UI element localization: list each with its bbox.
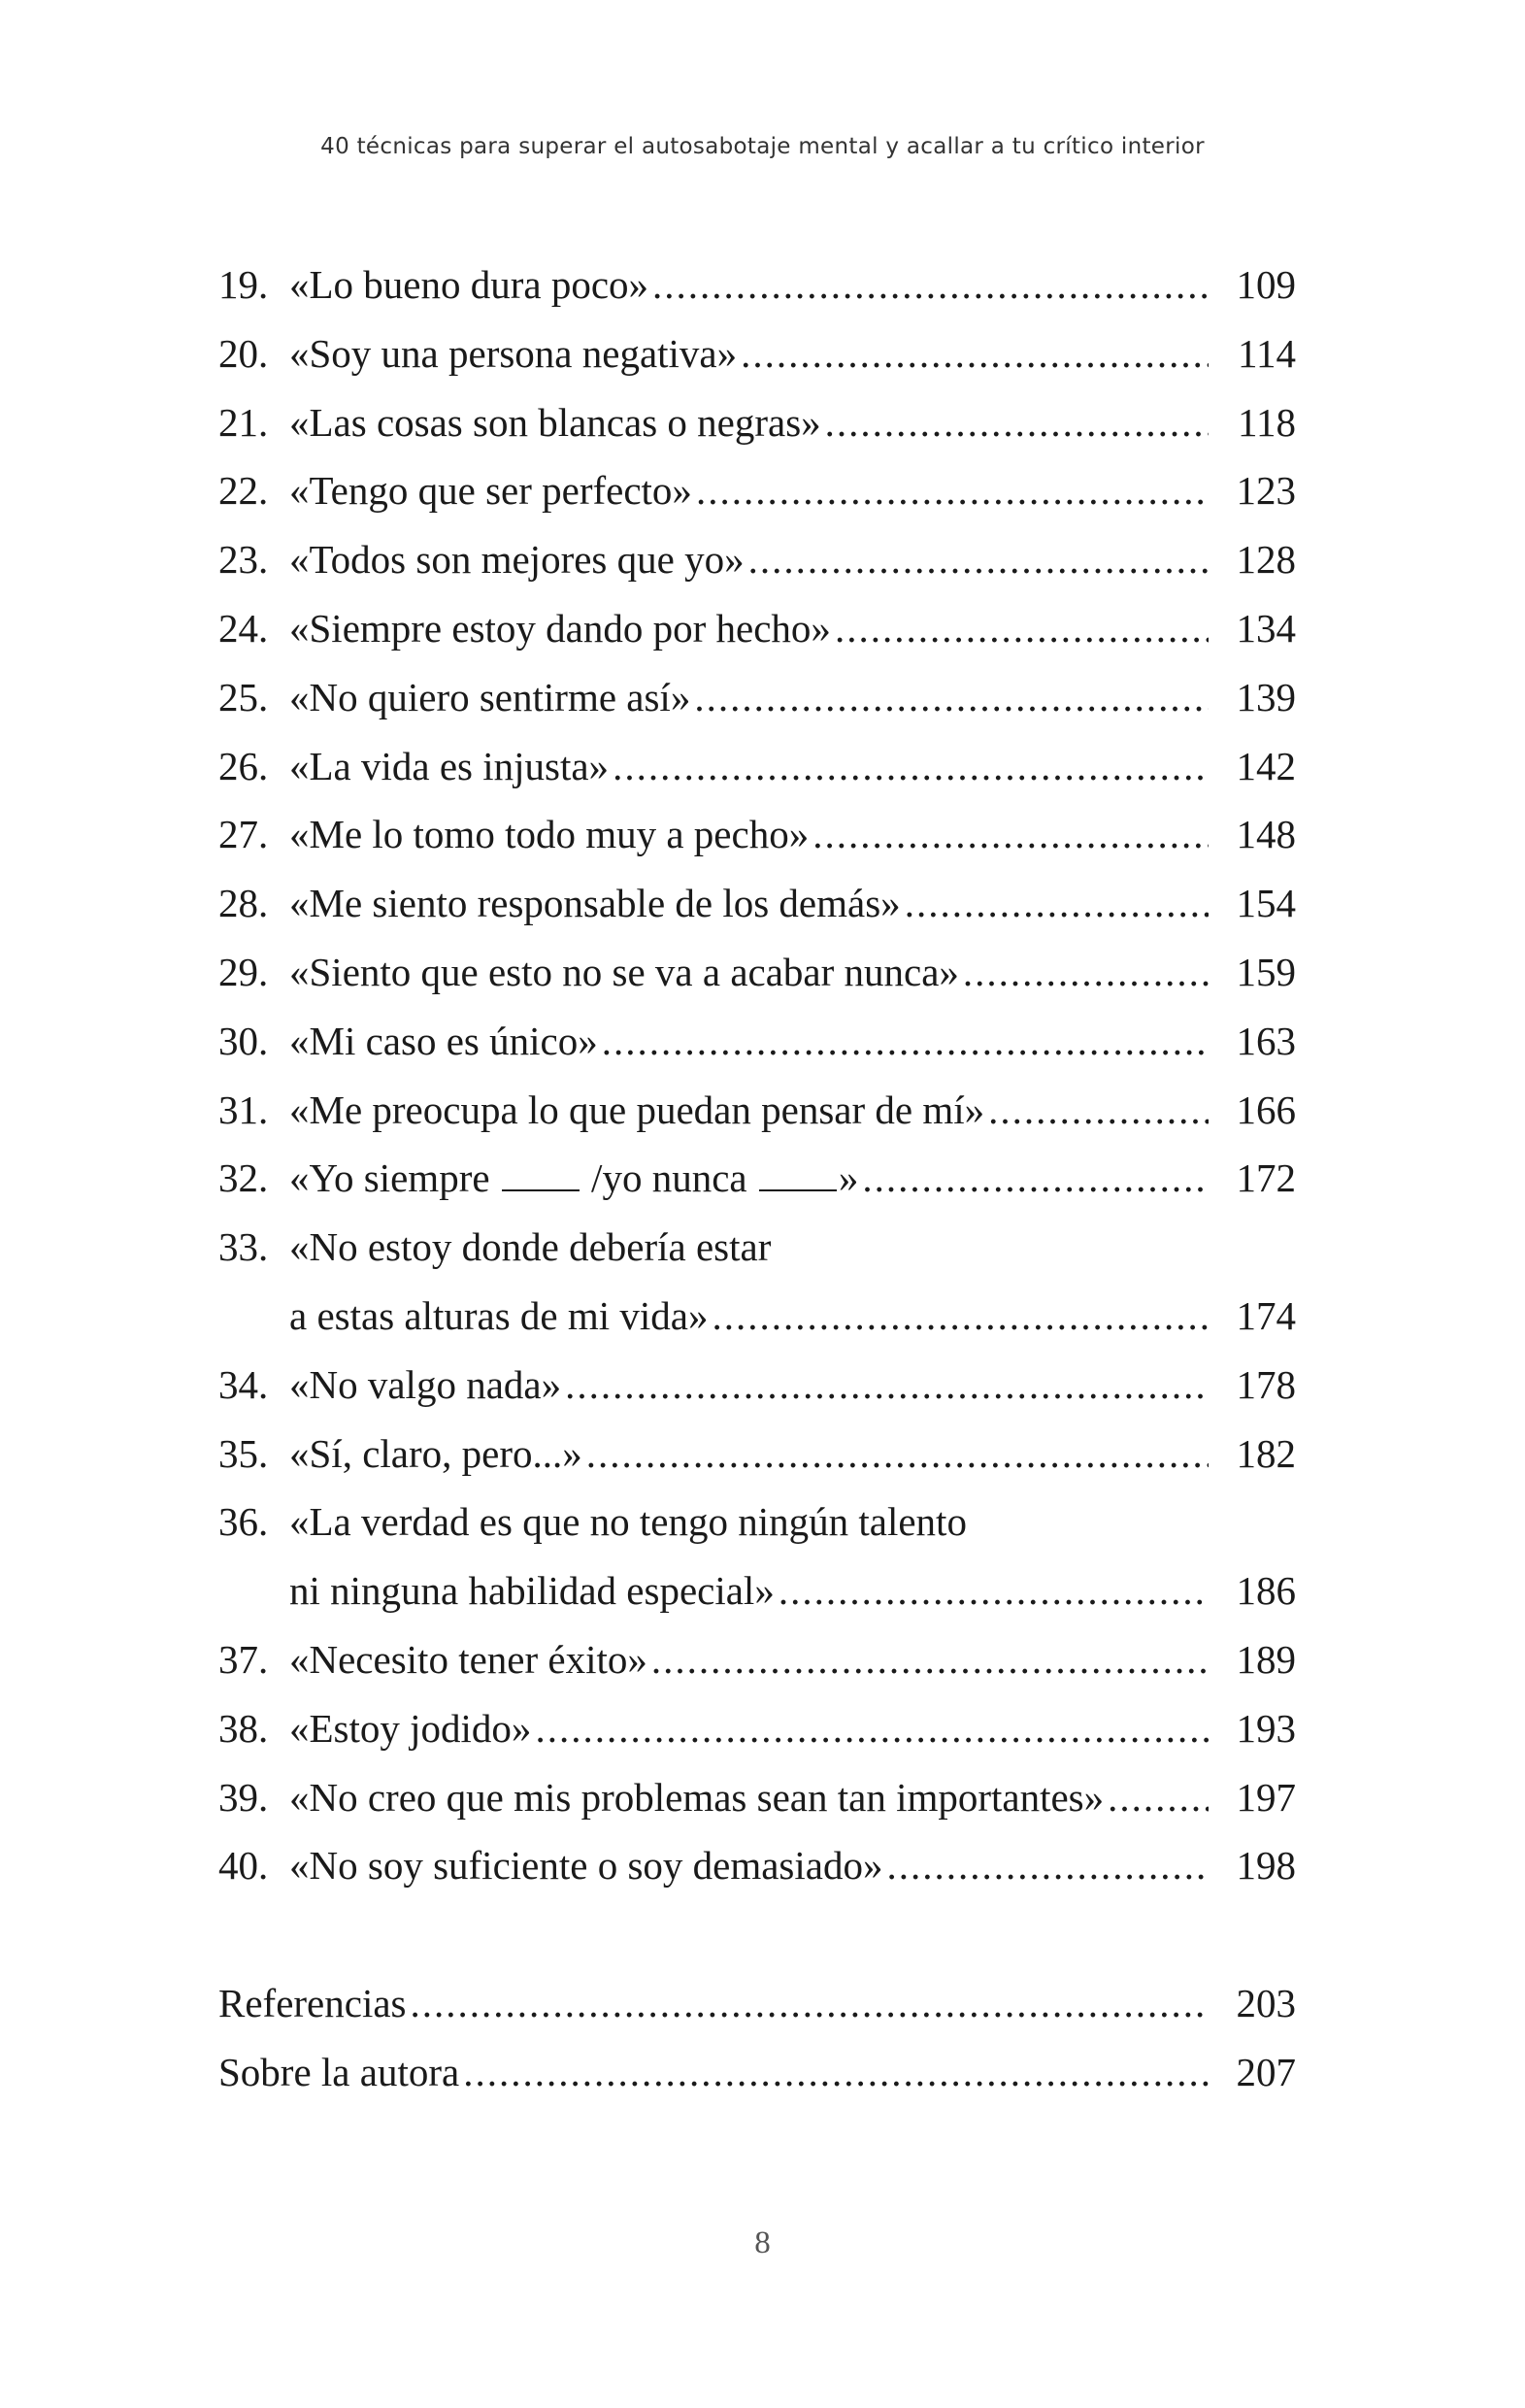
dot-leader	[565, 1351, 1209, 1420]
toc-entry-title: «Todos son mejores que yo»	[289, 537, 745, 583]
toc-title-part: /yo nunca	[591, 1155, 747, 1201]
toc-entry-title: «La verdad es que no tengo ningún talento	[289, 1499, 967, 1545]
dot-leader	[825, 388, 1209, 457]
dot-leader	[886, 1831, 1209, 1900]
toc-entry-number: 39.	[218, 1774, 269, 1820]
toc-entry-page: 193	[1236, 1705, 1296, 1751]
dot-leader	[652, 251, 1209, 319]
toc-entry-title: «La vida es injusta»	[289, 743, 610, 788]
dot-leader	[535, 1694, 1209, 1763]
toc-entry-page: 163	[1236, 1018, 1296, 1063]
toc-entry-page: 159	[1236, 949, 1296, 994]
toc-entry-page: 197	[1236, 1774, 1296, 1820]
toc-entry-number: 20.	[218, 330, 269, 376]
toc-entry-number: 28.	[218, 881, 269, 926]
toc-entry-title	[289, 1144, 858, 1213]
toc-entry-35	[218, 1420, 1296, 1488]
toc-entry-25	[218, 663, 1296, 732]
toc-entry-title: «Sí, claro, pero...»	[289, 1430, 582, 1476]
toc-entry-title: «Me siento responsable de los demás»	[289, 881, 901, 926]
toc-entry-number: 38.	[218, 1705, 269, 1751]
section-gap	[218, 1900, 1296, 1969]
toc-entry-number: 32.	[218, 1155, 269, 1201]
dot-leader	[696, 456, 1209, 525]
toc-entry-page: 109	[1236, 262, 1296, 307]
toc-entry-number: 24.	[218, 605, 269, 651]
page-number: 8	[754, 2225, 771, 2260]
toc-entry-title: «Mi caso es único»	[289, 1018, 598, 1063]
toc-entry-title: «No creo que mis problemas sean tan importantes»	[289, 1774, 1105, 1820]
dot-leader	[602, 1007, 1209, 1076]
toc-entry-21	[218, 388, 1296, 457]
toc-entry-title: «No valgo nada»	[289, 1361, 562, 1407]
toc-entry-title: Sobre la autora	[218, 2049, 460, 2094]
dot-leader	[862, 1144, 1209, 1213]
toc-entry-page: 128	[1236, 537, 1296, 583]
toc-entry-29	[218, 938, 1296, 1007]
toc-entry-page: 134	[1236, 605, 1296, 651]
dot-leader	[779, 1556, 1209, 1625]
toc-entry-page: 148	[1236, 812, 1296, 857]
toc-entry-title: «Siento que esto no se va a acabar nunca»	[289, 949, 959, 994]
toc-entry-title: «No soy suficiente o soy demasiado»	[289, 1843, 883, 1889]
toc-entry-page: 166	[1236, 1087, 1296, 1132]
dot-leader	[463, 2038, 1209, 2107]
toc-entry-39	[218, 1763, 1296, 1832]
toc-entry-number: 25.	[218, 674, 269, 719]
toc-entry-34	[218, 1351, 1296, 1420]
toc-entry-title: «Las cosas son blancas o negras»	[289, 399, 821, 445]
dot-leader	[988, 1076, 1209, 1145]
toc-entry-referencias	[218, 1969, 1296, 2038]
toc-entry-36-line1	[218, 1488, 1296, 1556]
toc-entry-page: 203	[1236, 1980, 1296, 2025]
toc-entry-number: 33.	[218, 1224, 269, 1270]
toc-entry-title: «Siempre estoy dando por hecho»	[289, 605, 831, 651]
toc-entry-number: 37.	[218, 1636, 269, 1682]
dot-leader	[741, 319, 1209, 388]
dot-leader	[963, 938, 1209, 1007]
toc-entry-title: «No estoy donde debería estar	[289, 1224, 772, 1270]
fill-in-blank	[502, 1188, 580, 1191]
dot-leader	[694, 663, 1209, 732]
toc-entry-page: 114	[1238, 330, 1296, 376]
toc-entry-22	[218, 456, 1296, 525]
dot-leader	[713, 1282, 1209, 1351]
toc-entry-title: «Me lo tomo todo muy a pecho»	[289, 812, 810, 857]
toc-entry-30	[218, 1007, 1296, 1076]
toc-entry-33-line2	[218, 1282, 1296, 1351]
dot-leader	[613, 732, 1209, 801]
running-header: 40 técnicas para superar el autosabotaje mental y acallar a tu crítico interior	[320, 134, 1205, 159]
toc-entry-page: 118	[1238, 399, 1296, 445]
toc-entry-number: 35.	[218, 1430, 269, 1476]
toc-entry-number: 22.	[218, 468, 269, 514]
toc-entry-number: 29.	[218, 949, 269, 994]
fill-in-blank	[759, 1188, 837, 1191]
toc-entry-title: «Soy una persona negativa»	[289, 330, 738, 376]
toc-entry-sobre-la-autora	[218, 2038, 1296, 2107]
toc-entry-number: 31.	[218, 1087, 269, 1132]
dot-leader	[411, 1969, 1210, 2038]
dot-leader	[651, 1625, 1209, 1694]
toc-entry-33-line1	[218, 1213, 1296, 1282]
toc-entry-number: 34.	[218, 1361, 269, 1407]
toc-entry-title: «Tengo que ser perfecto»	[289, 468, 692, 514]
toc-title-part: «Yo siempre	[289, 1155, 490, 1201]
toc-entry-title: «No quiero sentirme así»	[289, 674, 691, 719]
toc-entry-26	[218, 732, 1296, 801]
toc-entry-number: 19.	[218, 262, 269, 307]
toc-entry-title: «Estoy jodido»	[289, 1705, 532, 1751]
dot-leader	[748, 525, 1209, 594]
toc-entry-number: 30.	[218, 1018, 269, 1063]
toc-entry-number: 21.	[218, 399, 269, 445]
toc-entry-title: «Necesito tener éxito»	[289, 1636, 647, 1682]
toc-entry-number: 26.	[218, 743, 269, 788]
toc-entry-title-continuation: ni ninguna habilidad especial»	[289, 1568, 775, 1614]
toc-entry-page: 207	[1236, 2049, 1296, 2094]
toc-entry-20	[218, 319, 1296, 388]
toc-entry-page: 186	[1236, 1568, 1296, 1614]
toc-entry-37	[218, 1625, 1296, 1694]
toc-entry-38	[218, 1694, 1296, 1763]
toc-entry-19	[218, 251, 1296, 319]
toc-entry-title: Referencias	[218, 1980, 407, 2025]
toc-entry-number: 36.	[218, 1499, 269, 1545]
dot-leader	[586, 1420, 1209, 1488]
toc-entry-36-line2	[218, 1556, 1296, 1625]
toc-title-part: »	[838, 1155, 859, 1201]
toc-entry-28	[218, 869, 1296, 938]
toc-entry-page: 198	[1236, 1843, 1296, 1889]
toc-entry-page: 139	[1236, 674, 1296, 719]
toc-entry-31	[218, 1076, 1296, 1145]
dot-leader	[835, 594, 1209, 663]
toc-entry-page: 178	[1236, 1361, 1296, 1407]
toc-entry-title: «Me preocupa lo que puedan pensar de mí»	[289, 1087, 985, 1132]
toc-entry-page: 142	[1236, 743, 1296, 788]
toc-entry-page: 172	[1236, 1155, 1296, 1201]
toc-entry-page: 182	[1236, 1430, 1296, 1476]
toc-entry-page: 154	[1236, 881, 1296, 926]
toc-entry-number: 40.	[218, 1843, 269, 1889]
toc-entry-24	[218, 594, 1296, 663]
toc-entry-page: 189	[1236, 1636, 1296, 1682]
toc-entry-32	[218, 1144, 1296, 1213]
toc-entry-40	[218, 1831, 1296, 1900]
dot-leader	[1108, 1763, 1209, 1832]
toc-entry-27	[218, 800, 1296, 869]
dot-leader	[905, 869, 1209, 938]
table-of-contents	[218, 251, 1296, 2107]
toc-entry-title-continuation: a estas alturas de mi vida»	[289, 1292, 709, 1338]
dot-leader	[812, 800, 1209, 869]
toc-entry-page: 123	[1236, 468, 1296, 514]
toc-entry-page: 174	[1236, 1292, 1296, 1338]
toc-entry-number: 23.	[218, 537, 269, 583]
toc-entry-number: 27.	[218, 812, 269, 857]
toc-entry-title: «Lo bueno dura poco»	[289, 262, 649, 307]
toc-entry-23	[218, 525, 1296, 594]
